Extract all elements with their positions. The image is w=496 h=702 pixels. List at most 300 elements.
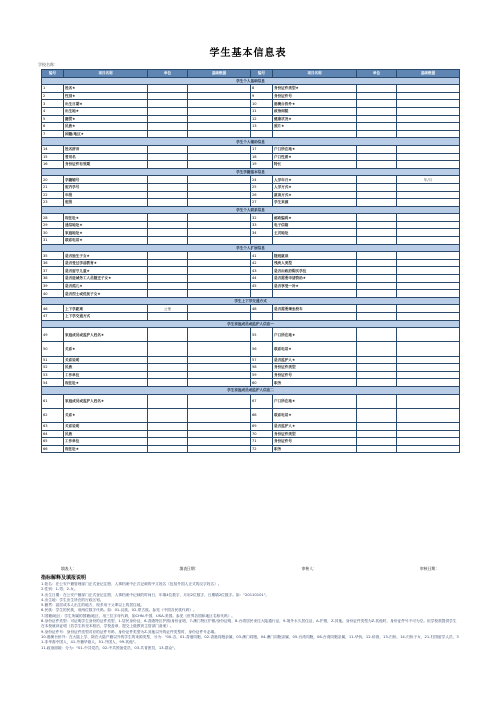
item-unit bbox=[357, 161, 397, 169]
item-number: 50 bbox=[42, 342, 64, 356]
data-cell[interactable] bbox=[397, 364, 460, 372]
item-name: 是否监护人★ bbox=[273, 422, 357, 430]
data-cell[interactable] bbox=[397, 221, 460, 229]
item-number: 31 bbox=[42, 237, 64, 245]
note-item: 9.身份证件号：身份证件类型对应的证件号码，身份证件类型为Z-其他以外的证件类型时，身份证件号必填。 bbox=[41, 629, 218, 634]
item-name: 电子信箱 bbox=[273, 221, 357, 229]
item-name: 政治面貌 bbox=[273, 107, 357, 115]
table-row bbox=[42, 85, 460, 93]
item-name: 出生地★ bbox=[64, 107, 148, 115]
item-name: 是否监护人★ bbox=[273, 356, 357, 364]
item-number: 5 bbox=[42, 115, 64, 123]
item-unit bbox=[357, 305, 397, 313]
table-row bbox=[42, 123, 460, 131]
table-row bbox=[42, 115, 460, 123]
item-name: 国籍/地区★ bbox=[64, 130, 148, 138]
item-name bbox=[273, 237, 357, 245]
data-cell[interactable] bbox=[188, 328, 251, 342]
item-name: 入学年月★ bbox=[273, 176, 357, 184]
item-number: 46 bbox=[42, 305, 64, 313]
data-cell[interactable] bbox=[397, 342, 460, 356]
item-unit bbox=[148, 115, 188, 123]
item-name: 入学方式★ bbox=[273, 183, 357, 191]
data-cell[interactable] bbox=[397, 123, 460, 131]
data-cell[interactable] bbox=[397, 313, 460, 321]
table-row bbox=[42, 199, 460, 207]
data-cell[interactable] bbox=[188, 422, 251, 430]
item-unit bbox=[357, 130, 397, 138]
data-cell[interactable] bbox=[188, 191, 251, 199]
item-unit bbox=[148, 313, 188, 321]
data-cell[interactable] bbox=[188, 92, 251, 100]
item-name: 班级 bbox=[64, 199, 148, 207]
table-header-row bbox=[42, 70, 460, 78]
item-unit bbox=[148, 379, 188, 387]
item-unit bbox=[357, 107, 397, 115]
item-name: 姓名★ bbox=[64, 85, 148, 93]
data-cell[interactable] bbox=[188, 430, 251, 438]
data-cell[interactable] bbox=[188, 371, 251, 379]
item-name: 是否进城务工人员随迁子女★ bbox=[64, 275, 148, 283]
item-number: 41 bbox=[251, 252, 273, 260]
item-number: 26 bbox=[251, 191, 273, 199]
fill-date-label: 填表日期： bbox=[179, 566, 199, 571]
table-row bbox=[42, 342, 460, 356]
note-item: 4.出生地：学生出生所在的行政区划。 bbox=[41, 597, 104, 602]
item-name: 上下学交通方式 bbox=[64, 313, 148, 321]
data-cell[interactable] bbox=[188, 115, 251, 123]
item-number: 52 bbox=[42, 364, 64, 372]
note-item: 8.身份证件类型：可证明学生身份的证件类型，1-居民身份证，6-香港特区护照/身份证明，7-澳门特区护照/身份证明，8-台湾居民来往大陆通行证，9-境外永久居住证，A-护照，Z-其他。身份证件类型为Z-其他时，身份证件号不可为空。但学校需提供学生在本校就读证明（若学生转至本校后，学校盖章，提交上级教育主管部门备案）。 bbox=[41, 619, 457, 629]
item-unit bbox=[148, 371, 188, 379]
item-number: 21 bbox=[42, 183, 64, 191]
column-header: 单位 bbox=[148, 70, 188, 78]
item-name: 是否独生子女★ bbox=[64, 252, 148, 260]
item-name: 工作单位 bbox=[64, 371, 148, 379]
item-unit bbox=[148, 153, 188, 161]
item-unit bbox=[148, 328, 188, 342]
signature-row bbox=[41, 566, 459, 572]
table-row bbox=[42, 290, 460, 298]
table-row bbox=[42, 191, 460, 199]
data-cell[interactable] bbox=[397, 438, 460, 446]
item-number: 8 bbox=[251, 85, 273, 93]
data-cell[interactable] bbox=[397, 422, 460, 430]
item-unit bbox=[148, 92, 188, 100]
item-number: 44 bbox=[251, 275, 273, 283]
item-number: 60 bbox=[251, 379, 273, 387]
item-name bbox=[273, 290, 357, 298]
data-cell[interactable] bbox=[188, 445, 251, 453]
item-number: 57 bbox=[251, 356, 273, 364]
item-name: 联系电话★ bbox=[273, 342, 357, 356]
item-number: 59 bbox=[251, 371, 273, 379]
data-cell[interactable] bbox=[188, 176, 251, 184]
table-row bbox=[42, 92, 460, 100]
data-cell[interactable] bbox=[397, 328, 460, 342]
data-cell[interactable] bbox=[188, 394, 251, 408]
item-name: 通信地址★ bbox=[64, 221, 148, 229]
item-unit bbox=[357, 259, 397, 267]
data-cell[interactable] bbox=[397, 275, 460, 283]
note-item: 2.性别：1-男；2-女。 bbox=[41, 587, 78, 592]
item-name: 身份证件号 bbox=[273, 438, 357, 446]
item-name: 关系★ bbox=[64, 408, 148, 422]
item-unit bbox=[357, 145, 397, 153]
item-number bbox=[251, 290, 273, 298]
data-cell[interactable] bbox=[188, 408, 251, 422]
item-number: 61 bbox=[42, 394, 64, 408]
data-cell[interactable] bbox=[397, 290, 460, 298]
item-unit bbox=[148, 356, 188, 364]
page-title: 学生基本信息表 bbox=[209, 48, 287, 59]
item-number: 56 bbox=[251, 342, 273, 356]
item-name: 户口所在地★ bbox=[273, 328, 357, 342]
item-number: 25 bbox=[251, 183, 273, 191]
data-cell[interactable] bbox=[188, 356, 251, 364]
item-number: 24 bbox=[251, 176, 273, 184]
data-cell[interactable] bbox=[397, 267, 460, 275]
item-name: 身份证件号 bbox=[273, 92, 357, 100]
table-row bbox=[42, 252, 460, 260]
filler-label: 填表人： bbox=[61, 566, 77, 571]
data-cell[interactable] bbox=[188, 252, 251, 260]
item-number: 51 bbox=[42, 356, 64, 364]
data-cell[interactable] bbox=[397, 153, 460, 161]
item-name: 联系电话★ bbox=[64, 237, 148, 245]
item-unit bbox=[148, 145, 188, 153]
item-unit bbox=[357, 282, 397, 290]
data-cell[interactable] bbox=[188, 275, 251, 283]
item-unit bbox=[357, 267, 397, 275]
item-unit bbox=[357, 379, 397, 387]
item-number: 67 bbox=[251, 394, 273, 408]
item-unit bbox=[148, 85, 188, 93]
item-number: 28 bbox=[42, 214, 64, 222]
data-cell[interactable] bbox=[188, 107, 251, 115]
item-name: 是否受过学前教育★ bbox=[64, 259, 148, 267]
data-cell[interactable] bbox=[397, 199, 460, 207]
data-cell[interactable] bbox=[397, 408, 460, 422]
data-cell[interactable] bbox=[188, 100, 251, 108]
data-cell[interactable] bbox=[188, 342, 251, 356]
item-name: 家庭成员或监护人姓名★ bbox=[64, 394, 148, 408]
data-cell[interactable] bbox=[397, 282, 460, 290]
item-number: 40 bbox=[42, 290, 64, 298]
item-number: 10 bbox=[251, 100, 273, 108]
column-header: 项目名称 bbox=[64, 70, 148, 78]
column-header: 基础数据 bbox=[188, 70, 251, 78]
item-number: 3 bbox=[42, 100, 64, 108]
data-cell[interactable] bbox=[397, 356, 460, 364]
item-unit bbox=[357, 191, 397, 199]
section-title: 学生个人联系信息 bbox=[42, 206, 460, 214]
item-number: 42 bbox=[251, 259, 273, 267]
item-number: 65 bbox=[42, 438, 64, 446]
item-name: 照片★ bbox=[273, 123, 357, 131]
item-name: 就读方式★ bbox=[273, 191, 357, 199]
data-cell[interactable] bbox=[188, 290, 251, 298]
data-cell[interactable] bbox=[397, 107, 460, 115]
section-title: 学生学籍基本信息 bbox=[42, 168, 460, 176]
item-name: 关系★ bbox=[64, 342, 148, 356]
note-item: 5.籍贯：祖居或本人出生的地方，现多用于父辈以上的居住地。 bbox=[41, 603, 145, 608]
data-cell[interactable] bbox=[397, 259, 460, 267]
item-number: 4 bbox=[42, 107, 64, 115]
school-name-label: 学校名称： bbox=[38, 62, 58, 67]
note-item: 11.政治面貌：分为："01-中共党员，02-中共预备党员，03-共青团员，13-群众"。 bbox=[41, 645, 178, 650]
item-unit bbox=[357, 394, 397, 408]
data-cell[interactable] bbox=[397, 130, 460, 138]
data-cell[interactable] bbox=[188, 199, 251, 207]
table-row bbox=[42, 282, 460, 290]
item-name: 职务 bbox=[273, 445, 357, 453]
item-unit bbox=[148, 394, 188, 408]
item-unit bbox=[357, 115, 397, 123]
data-cell[interactable] bbox=[188, 438, 251, 446]
data-cell[interactable] bbox=[188, 214, 251, 222]
data-cell[interactable] bbox=[397, 115, 460, 123]
reviewer-label: 审核人： bbox=[301, 566, 317, 571]
item-name bbox=[273, 313, 357, 321]
table-row bbox=[42, 408, 460, 422]
section-header-row bbox=[42, 138, 460, 146]
item-unit bbox=[357, 252, 397, 260]
item-number: 9 bbox=[251, 92, 273, 100]
data-cell[interactable] bbox=[397, 145, 460, 153]
section-title: 学生个人基础信息 bbox=[42, 77, 460, 85]
item-number: 35 bbox=[42, 252, 64, 260]
data-cell[interactable] bbox=[397, 379, 460, 387]
item-name: 户口所在地★ bbox=[273, 145, 357, 153]
table-row bbox=[42, 267, 460, 275]
data-cell[interactable] bbox=[397, 445, 460, 453]
item-number: 55 bbox=[251, 328, 273, 342]
item-unit bbox=[148, 191, 188, 199]
item-name: 性别★ bbox=[64, 92, 148, 100]
item-unit bbox=[148, 176, 188, 184]
item-number: 62 bbox=[42, 408, 64, 422]
item-name: 曾用名 bbox=[64, 153, 148, 161]
section-title: 学生上下学交通方式 bbox=[42, 297, 460, 305]
item-name bbox=[273, 130, 357, 138]
column-header: 项目名称 bbox=[273, 70, 357, 78]
data-cell[interactable] bbox=[188, 379, 251, 387]
item-unit bbox=[357, 342, 397, 356]
table-row bbox=[42, 229, 460, 237]
item-name: 班内学号 bbox=[64, 183, 148, 191]
item-number: 32 bbox=[251, 214, 273, 222]
item-number: 63 bbox=[42, 422, 64, 430]
data-cell[interactable] bbox=[397, 191, 460, 199]
data-cell[interactable] bbox=[397, 229, 460, 237]
item-number: 48 bbox=[251, 305, 273, 313]
item-name: 是否由政府购买学位 bbox=[273, 267, 357, 275]
item-unit bbox=[357, 328, 397, 342]
item-number: 30 bbox=[42, 229, 64, 237]
table-row bbox=[42, 394, 460, 408]
data-cell[interactable] bbox=[397, 85, 460, 93]
item-name: 民族 bbox=[64, 430, 148, 438]
data-cell[interactable] bbox=[188, 183, 251, 191]
item-number: 20 bbox=[42, 176, 64, 184]
item-name: 年级 bbox=[64, 191, 148, 199]
table-row bbox=[42, 422, 460, 430]
table-row bbox=[42, 130, 460, 138]
table-row bbox=[42, 305, 460, 313]
item-unit bbox=[357, 85, 397, 93]
item-unit bbox=[357, 371, 397, 379]
item-number: 68 bbox=[251, 408, 273, 422]
data-cell[interactable] bbox=[397, 252, 460, 260]
data-cell[interactable] bbox=[188, 221, 251, 229]
item-name: 特长 bbox=[273, 161, 357, 169]
item-number: 64 bbox=[42, 430, 64, 438]
table-row bbox=[42, 275, 460, 283]
data-cell[interactable] bbox=[397, 92, 460, 100]
item-unit bbox=[148, 221, 188, 229]
item-unit bbox=[148, 123, 188, 131]
item-number bbox=[251, 237, 273, 245]
item-number: 23 bbox=[42, 199, 64, 207]
item-unit bbox=[357, 290, 397, 298]
item-unit bbox=[357, 123, 397, 131]
item-number: 54 bbox=[42, 379, 64, 387]
item-unit bbox=[148, 267, 188, 275]
item-unit bbox=[357, 445, 397, 453]
data-cell[interactable] bbox=[397, 430, 460, 438]
item-name: 户口性质★ bbox=[273, 153, 357, 161]
item-number: 22 bbox=[42, 191, 64, 199]
item-unit bbox=[148, 408, 188, 422]
data-cell[interactable] bbox=[188, 305, 251, 313]
item-number: 69 bbox=[251, 422, 273, 430]
note-item: 3.出生日期：在公安户籍部门正式登记注册、人事档案中记载的时间日，年填4位数字，月用2位数字，日期填2位数字。如："20110101"。 bbox=[41, 592, 270, 597]
data-cell[interactable] bbox=[188, 229, 251, 237]
item-unit bbox=[357, 183, 397, 191]
item-name: 是否需要乘坐校车 bbox=[273, 305, 357, 313]
item-name: 健康状况★ bbox=[273, 115, 357, 123]
table-row bbox=[42, 214, 460, 222]
table-row bbox=[42, 107, 460, 115]
data-cell[interactable] bbox=[397, 161, 460, 169]
data-cell[interactable] bbox=[188, 161, 251, 169]
item-number: 39 bbox=[42, 282, 64, 290]
item-unit bbox=[148, 199, 188, 207]
notes-section bbox=[41, 574, 459, 651]
item-unit bbox=[148, 130, 188, 138]
data-cell[interactable] bbox=[397, 100, 460, 108]
item-unit bbox=[148, 259, 188, 267]
table-row bbox=[42, 100, 460, 108]
item-name: 身份证件有效期 bbox=[64, 161, 148, 169]
item-number: 1 bbox=[42, 85, 64, 93]
item-name: 现住址★ bbox=[64, 379, 148, 387]
item-number: 47 bbox=[42, 313, 64, 321]
data-cell[interactable]: 年/月 bbox=[397, 176, 460, 184]
data-cell[interactable] bbox=[188, 153, 251, 161]
review-date-label: 审核日期： bbox=[420, 566, 439, 571]
note-item: 10.港澳台侨外：在大陆上学、除在大陆户籍以外的学生的来源类型，分为："00-否，01-香港同胞，02-香港同胞亲属，03-澳门同胞，04-澳门同胞亲属，05-台湾同胞，06-台湾同胞亲属，11-华侨，12-侨眷，13-归侨，14-归侨子女，21-归国留学人员，31-非华裔中国人，41-外籍华裔人，51-外国人，99-其他"。 bbox=[41, 634, 459, 645]
item-unit bbox=[148, 364, 188, 372]
item-number: 18 bbox=[251, 153, 273, 161]
table-row bbox=[42, 328, 460, 342]
item-name: 籍贯★ bbox=[64, 115, 148, 123]
data-cell[interactable] bbox=[397, 214, 460, 222]
section-header-row bbox=[42, 77, 460, 85]
item-name: 港澳台侨外★ bbox=[273, 100, 357, 108]
data-cell[interactable] bbox=[188, 85, 251, 93]
item-number: 37 bbox=[42, 267, 64, 275]
section-header-row bbox=[42, 206, 460, 214]
section-header-row bbox=[42, 168, 460, 176]
data-cell[interactable] bbox=[188, 145, 251, 153]
table-row bbox=[42, 145, 460, 153]
item-name: 民族★ bbox=[64, 123, 148, 131]
data-cell[interactable] bbox=[188, 364, 251, 372]
item-number: 45 bbox=[251, 282, 273, 290]
item-unit bbox=[148, 342, 188, 356]
data-cell[interactable] bbox=[188, 313, 251, 321]
data-cell[interactable] bbox=[397, 371, 460, 379]
item-number: 16 bbox=[42, 161, 64, 169]
item-number: 49 bbox=[42, 328, 64, 342]
item-name: 家庭地址★ bbox=[64, 229, 148, 237]
data-cell[interactable] bbox=[397, 394, 460, 408]
item-name: 是否留守儿童★ bbox=[64, 267, 148, 275]
note-item: 7.国籍/地区：学生所属的国籍/地区，用三位字母代码，如CHN-中国，USA-美国。参见《世界各国和地区名称代码》。 bbox=[41, 613, 235, 618]
data-cell[interactable] bbox=[188, 123, 251, 131]
item-number: 15 bbox=[42, 153, 64, 161]
data-cell[interactable] bbox=[188, 282, 251, 290]
item-unit bbox=[148, 275, 188, 283]
item-unit bbox=[148, 229, 188, 237]
data-cell[interactable] bbox=[188, 130, 251, 138]
item-name: 家庭成员或监护人姓名★ bbox=[64, 328, 148, 342]
data-cell[interactable] bbox=[188, 267, 251, 275]
item-number: 38 bbox=[42, 275, 64, 283]
section-title: 学生家庭成员或监护人信息一 bbox=[42, 320, 460, 328]
section-title: 学生个人扩展信息 bbox=[42, 244, 460, 252]
section-header-row bbox=[42, 386, 460, 394]
notes-title: 指标解释及填报说明 bbox=[41, 575, 87, 581]
table-row bbox=[42, 438, 460, 446]
item-unit bbox=[148, 100, 188, 108]
item-unit bbox=[148, 214, 188, 222]
item-number: 70 bbox=[251, 430, 273, 438]
item-unit bbox=[148, 237, 188, 245]
item-number: 29 bbox=[42, 221, 64, 229]
data-cell[interactable] bbox=[188, 237, 251, 245]
item-number: 71 bbox=[251, 438, 273, 446]
data-cell[interactable] bbox=[397, 183, 460, 191]
section-header-row bbox=[42, 297, 460, 305]
item-unit bbox=[357, 364, 397, 372]
item-unit bbox=[148, 282, 188, 290]
item-unit bbox=[357, 153, 397, 161]
table-row bbox=[42, 161, 460, 169]
item-number bbox=[251, 313, 273, 321]
item-unit bbox=[148, 290, 188, 298]
column-header: 单位 bbox=[357, 70, 397, 78]
table-row bbox=[42, 176, 460, 184]
data-cell[interactable] bbox=[397, 305, 460, 313]
table-row bbox=[42, 379, 460, 387]
item-unit bbox=[357, 229, 397, 237]
data-cell[interactable] bbox=[397, 237, 460, 245]
table-row bbox=[42, 356, 460, 364]
data-cell[interactable] bbox=[188, 259, 251, 267]
